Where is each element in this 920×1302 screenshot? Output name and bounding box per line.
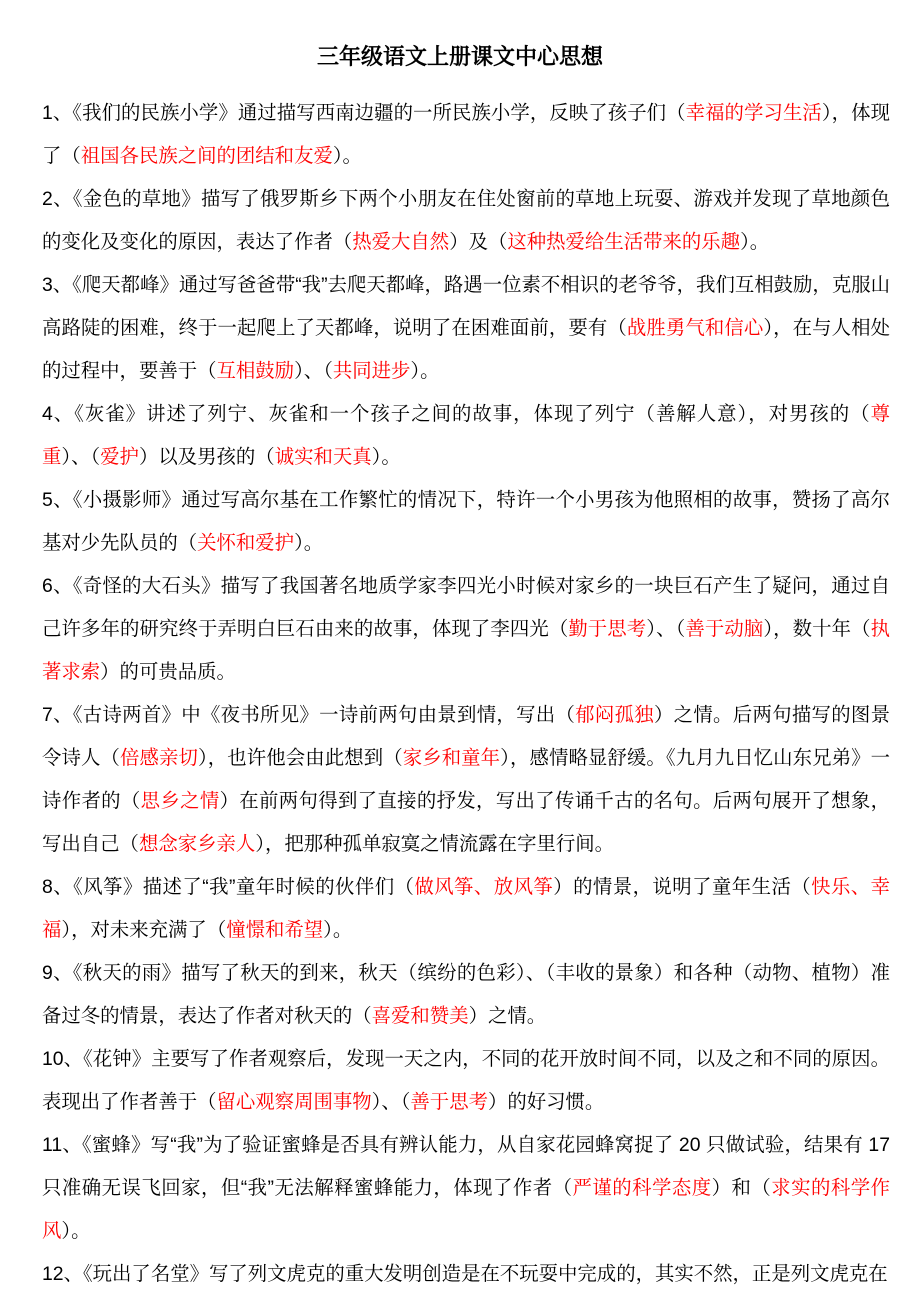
highlighted-answer: 互相鼓励 <box>216 360 295 382</box>
paragraph-text: ）、（ <box>371 1091 411 1113</box>
highlighted-answer: 善于动脑 <box>685 618 764 640</box>
paragraph-text: ），在与人相处的过程中，要善于（ <box>42 317 890 382</box>
paragraph-text: 10、《花钟》主要写了作者观察后，发现一天之内，不同的花开放时间不同，以及之和不同的原因。表现出了作者善于（ <box>42 1048 890 1113</box>
paragraph-text: ）及（ <box>449 231 508 253</box>
paragraph-text: 2、《金色的草地》描写了俄罗斯乡下两个小朋友在住处窗前的草地上玩耍、游戏并发现了草地颜色的变化及变化的原因，表达了作者（ <box>42 188 890 253</box>
paragraph-text: ）。 <box>371 446 401 468</box>
highlighted-answer: 战胜勇气和信心 <box>626 317 764 339</box>
highlighted-answer: 热爱大自然 <box>352 231 450 253</box>
document-body <box>42 92 890 1296</box>
highlighted-answer: 诚实和天真 <box>274 446 372 468</box>
paragraph-text: ）。 <box>740 231 770 253</box>
paragraph-text: 6、《奇怪的大石头》描写了我国著名地质学家李四光小时候对家乡的一块巨石产生了疑问，通过自己许多年的研究终于弄明白巨石由来的故事，体现了李四光（ <box>42 575 890 640</box>
highlighted-answer: 共同进步 <box>332 360 411 382</box>
highlighted-answer: 做风筝、放风筝 <box>414 876 554 898</box>
paragraph-text: 7、《古诗两首》中《夜书所见》一诗前两句由景到情，写出（ <box>42 704 576 726</box>
paragraph-text: ）之情。 <box>468 1005 547 1027</box>
paragraph-text: ）的情景，说明了童年生活（ <box>553 876 812 898</box>
highlighted-answer: 喜爱和赞美 <box>371 1005 469 1027</box>
paragraph-text: ）。 <box>294 532 324 554</box>
paragraph-8 <box>42 866 890 952</box>
paragraph-text: ）。 <box>332 145 362 167</box>
highlighted-answer: 尊重 <box>42 403 890 468</box>
paragraph-11 <box>42 1124 890 1253</box>
document-title: 三年级语文上册课文中心思想 <box>316 44 603 69</box>
highlighted-answer: 倍感亲切 <box>119 747 198 769</box>
paragraph-10 <box>42 1038 890 1124</box>
highlighted-answer: 关怀和爱护 <box>197 532 295 554</box>
highlighted-answer: 郁闷孤独 <box>575 704 654 726</box>
highlighted-answer: 执著求索 <box>42 618 891 683</box>
paragraph-9 <box>42 952 890 1038</box>
paragraph-text: ）、（ <box>646 618 686 640</box>
paragraph-text: 1、《我们的民族小学》通过描写西南边疆的一所民族小学，反映了孩子们（ <box>42 102 686 124</box>
paragraph-text: ）。 <box>61 1220 91 1242</box>
paragraph-text: 3、《爬天都峰》通过写爸爸带“我”去爬天都峰，路遇一位素不相识的老爷爷，我们互相鼓励，克服山高路陡的困难，终于一起爬上了天都峰，说明了在困难面前，要有（ <box>42 274 890 339</box>
paragraph-text: ）之情。后两句描写的图景令诗人（ <box>42 704 891 769</box>
paragraph-text: ）的好习惯。 <box>487 1091 605 1113</box>
paragraph-7 <box>42 694 890 866</box>
paragraph-text: ）、（ <box>294 360 333 382</box>
highlighted-answer: 憧憬和希望 <box>226 919 324 941</box>
paragraph-text: ）。 <box>410 360 440 382</box>
highlighted-answer: 幸福的学习生活 <box>685 102 822 124</box>
paragraph-1 <box>42 92 890 178</box>
paragraph-text: ），对未来充满了（ <box>61 919 227 941</box>
paragraph-text: ），感情略显舒缓。《九月九日忆山东兄弟》一诗作者的（ <box>42 747 891 812</box>
highlighted-answer: 想念家乡亲人 <box>138 833 256 855</box>
paragraph-text: ）。 <box>323 919 353 941</box>
paragraph-text: ）和（ <box>711 1177 772 1199</box>
paragraph-text: ）以及男孩的（ <box>138 446 275 468</box>
paragraph-text: ）的可贵品质。 <box>100 661 236 683</box>
highlighted-answer: 求实的科学作风 <box>42 1177 891 1242</box>
paragraph-6 <box>42 565 890 694</box>
paragraph-text: ）在前两句得到了直接的抒发，写出了传诵千古的名句。后两句展开了想象，写出自己（ <box>42 790 891 855</box>
paragraph-12 <box>42 1253 890 1296</box>
paragraph-text: 11、《蜜蜂》写“我”为了验证蜜蜂是否具有辨认能力，从自家花园蜂窝捉了 20 只做试验，结果有 17 只准确无误飞回家，但“我”无法解释蜜蜂能力，体现了作者（ <box>42 1134 890 1199</box>
highlighted-answer: 这种热爱给生活带来的乐趣 <box>507 231 741 253</box>
highlighted-answer: 祖国各民族之间的团结和友爱 <box>80 145 333 167</box>
highlighted-answer: 勤于思考 <box>568 618 647 640</box>
paragraph-5 <box>42 479 890 565</box>
paragraph-text: 12、《玩出了名堂》写了列文虎克的重大发明创造是在不玩耍中完成的，其实不然，正是列文虎克在 <box>42 1263 888 1285</box>
highlighted-answer: 留心观察周围事物 <box>216 1091 372 1113</box>
highlighted-answer: 严谨的科学态度 <box>572 1177 712 1199</box>
paragraph-text: ）、（ <box>61 446 101 468</box>
paragraph-3 <box>42 264 890 393</box>
paragraph-text: ），也许他会由此想到（ <box>197 747 403 769</box>
paragraph-text: 5、《小摄影师》通过写高尔基在工作繁忙的情况下，特许一个小男孩为他照相的故事，赞扬了高尔基对少先队员的（ <box>42 489 890 554</box>
highlighted-answer: 快乐、幸福 <box>42 876 891 941</box>
paragraph-2 <box>42 178 890 264</box>
highlighted-answer: 思乡之情 <box>140 790 220 812</box>
paragraph-text: 8、《风筝》描述了“我”童年时候的伙伴们（ <box>42 876 415 898</box>
highlighted-answer: 爱护 <box>100 446 139 468</box>
highlighted-answer: 家乡和童年 <box>402 747 501 769</box>
paragraph-4 <box>42 393 890 479</box>
paragraph-text: 4、《灰雀》讲述了列宁、灰雀和一个孩子之间的故事，体现了列宁（善解人意），对男孩的（ <box>42 403 871 425</box>
highlighted-answer: 善于思考 <box>410 1091 488 1113</box>
paragraph-text: ），体现了（ <box>42 102 890 167</box>
paragraph-text: ），把那种孤单寂寞之情流露在字里行间。 <box>255 833 615 855</box>
paragraph-text: 9、《秋天的雨》描写了秋天的到来，秋天（缤纷的色彩）、（丰收的景象）和各种（动物、植物）准备过冬的情景，表达了作者对秋天的（ <box>42 962 890 1027</box>
paragraph-text: ），数十年（ <box>763 618 871 640</box>
